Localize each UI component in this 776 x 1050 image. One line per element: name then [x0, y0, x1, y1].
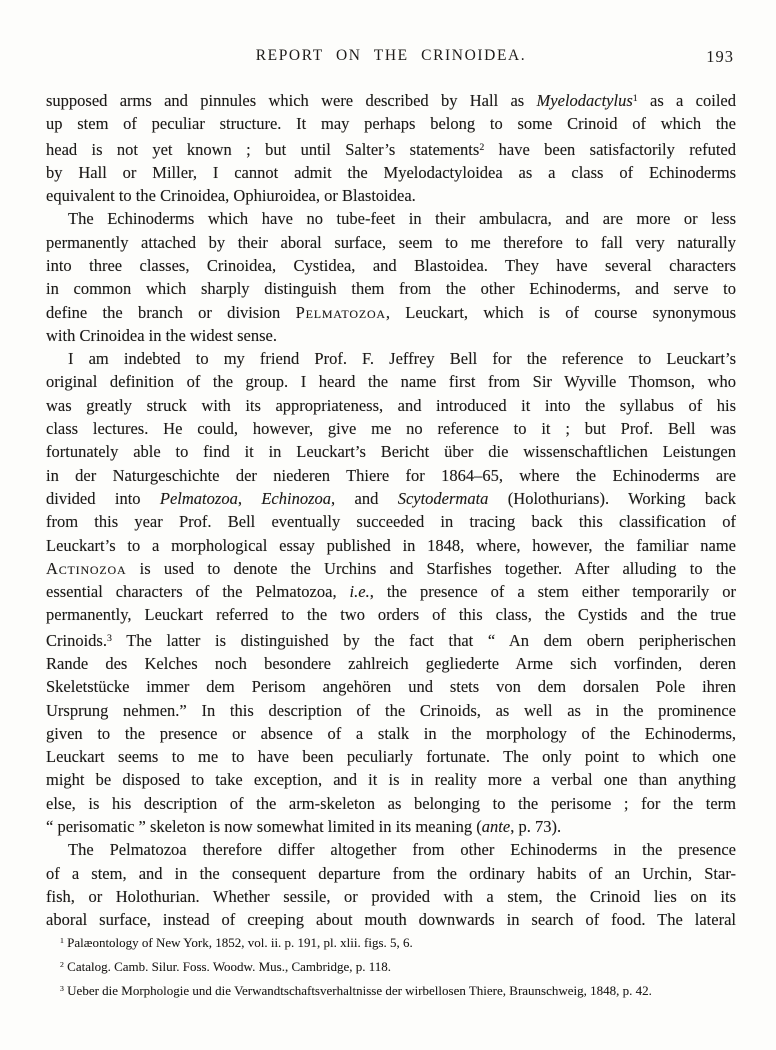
text-run: , p. 73). — [510, 817, 562, 837]
text-run: , and — [331, 488, 398, 508]
text-run: by Hall or Miller, I cannot admit the Myelodactyloidea as a class of Echinoderms — [46, 162, 736, 182]
text-run: essential characters of the Pelmatozoa, — [46, 582, 350, 602]
text-run: fish, or Holothurian. Whether sessile, or provided with a stem, the Crinoid lies on its — [46, 886, 736, 906]
text-run: Echinozoa — [261, 488, 331, 508]
text-run: Leuckart seems to me to have been peculiarly fortunate. The only point to which one — [46, 747, 736, 767]
text-line — [46, 722, 736, 745]
text-run: might be disposed to take exception, and it is in reality more a verbal one than anything — [46, 770, 736, 790]
text-line — [46, 557, 736, 580]
text-run: Crinoids. — [46, 630, 107, 650]
text-run: Scytodermata — [397, 488, 489, 508]
footnote — [46, 930, 736, 954]
text-run: from this year Prof. Bell eventually succeeded in tracing back this classification of — [46, 512, 736, 532]
text-line — [46, 885, 736, 908]
text-run: Ueber die Morphologie und die Verwandtschaftsverhaltnisse der wirbellosen Thiere, Braunschweig, 1848, p. 42. — [63, 982, 652, 998]
text-line — [46, 464, 736, 487]
text-run: Myelodactylus — [536, 90, 633, 110]
text-run: was greatly struck with its appropriateness, and introduced it into the syllabus of his — [46, 395, 736, 415]
text-run: divided into — [46, 488, 160, 508]
footnote-marker: 3 — [60, 983, 64, 993]
text-line — [46, 652, 736, 675]
text-line — [46, 370, 736, 393]
text-run: The Pelmatozoa therefore differ altogether from other Echinoderms in the presence — [68, 840, 736, 860]
page-number: 193 — [706, 47, 734, 66]
text-run: as a coiled — [637, 90, 737, 110]
text-run: is used to denote the Urchins and Starfishes together. After alluding to the — [126, 558, 736, 578]
text-run: in common which sharply distinguish them from the other Echinoderms, and serve to — [46, 279, 736, 299]
text-line — [46, 184, 736, 207]
text-line — [46, 862, 736, 885]
footnote-marker: 1 — [632, 93, 638, 104]
text-run: define the branch or division — [46, 302, 296, 322]
text-line — [46, 580, 736, 603]
text-run: (Holothurians). Working back — [488, 488, 737, 508]
text-line — [46, 675, 736, 698]
text-line — [46, 487, 736, 510]
text-run: Catalog. Camb. Silur. Foss. Woodw. Mus., Cambridge, p. 118. — [63, 958, 391, 974]
text-run: The latter is distinguished by the fact that “ An dem obern peripherischen — [111, 630, 736, 650]
paragraph — [46, 87, 736, 207]
text-line — [46, 792, 736, 815]
text-line — [46, 394, 736, 417]
footnotes — [46, 930, 736, 1002]
footnote — [46, 978, 736, 1002]
text-line — [46, 231, 736, 254]
text-line — [46, 745, 736, 768]
text-line — [46, 254, 736, 277]
text-line — [46, 440, 736, 463]
footnote — [46, 954, 736, 978]
paragraph — [46, 838, 736, 931]
text-line — [46, 510, 736, 533]
text-line — [46, 838, 736, 861]
text-run: Actinozoa — [46, 558, 127, 578]
text-line — [46, 136, 736, 161]
text-line — [46, 627, 736, 652]
paragraph — [46, 207, 736, 347]
text-line — [46, 112, 736, 135]
text-line — [46, 699, 736, 722]
text-line — [46, 347, 736, 370]
text-run: Leuckart’s to a morphological essay published in 1848, where, however, the familiar name — [46, 535, 736, 555]
text-line — [46, 207, 736, 230]
footnote-marker: 2 — [479, 141, 485, 153]
text-run: , Leuckart, which is of course synonymous — [385, 302, 736, 322]
text-run: permanently attached by their aboral surface, seem to me therefore to fall very naturally — [46, 232, 736, 252]
footnote-marker: 2 — [60, 959, 64, 969]
text-line — [46, 908, 736, 931]
text-line — [46, 161, 736, 184]
text-run: , the presence of a stem either temporarily or — [369, 582, 736, 602]
text-run: with Crinoidea in the widest sense. — [46, 325, 277, 345]
text-line — [46, 301, 736, 324]
body-text — [46, 87, 736, 932]
text-run: The Echinoderms which have no tube-feet in their ambulacra, and are more or less — [68, 209, 736, 229]
running-header-title: REPORT ON THE CRINOIDEA. — [255, 47, 527, 64]
text-run: I am indebted to my friend Prof. F. Jeffrey Bell for the reference to Leuckart’s — [68, 349, 736, 369]
text-run: “ perisomatic ” skeleton is now somewhat limited in its meaning ( — [46, 817, 482, 837]
text-run: into three classes, Crinoidea, Cystidea, and Blastoidea. They have several characters — [46, 255, 736, 275]
text-line — [46, 324, 736, 347]
text-run: Pelmatozoa — [295, 302, 386, 322]
footnote-marker: 1 — [60, 936, 64, 945]
text-run: else, is his description of the arm-skeleton as belonging to the perisome ; for the term — [46, 793, 736, 813]
text-run: given to the presence or absence of a stalk in the morphology of the Echinoderms, — [46, 723, 736, 743]
text-run: Rande des Kelches noch besondere zahlreich gegliederte Arme sich vorfinden, deren — [46, 653, 736, 673]
text-line — [46, 815, 736, 838]
text-run: permanently, Leuckart referred to the two orders of this class, the Cystids and the true — [46, 605, 736, 625]
text-line — [46, 603, 736, 626]
text-run: aboral surface, instead of creeping about mouth downwards in search of food. The lateral — [46, 910, 736, 930]
text-run: supposed arms and pinnules which were described by Hall as — [46, 90, 537, 110]
text-run: head is not yet known ; but until Salter’s statements — [46, 139, 480, 159]
text-line — [46, 87, 736, 112]
text-line — [46, 417, 736, 440]
text-run: in der Naturgeschichte der niederen Thiere for 1864–65, where the Echinoderms are — [46, 465, 736, 485]
text-line — [46, 768, 736, 791]
text-line — [46, 534, 736, 557]
text-run: class lectures. He could, however, give me no reference to it ; but Prof. Bell was — [46, 419, 736, 439]
text-run: original definition of the group. I heard the name first from Sir Wyville Thomson, who — [46, 372, 736, 392]
text-run: ante — [481, 817, 511, 837]
running-header — [46, 47, 736, 69]
text-line — [46, 277, 736, 300]
text-run: fortunately able to find it in Leuckart’s Bericht über die wissenschaftlichen Leistungen — [46, 442, 736, 462]
text-run: , — [237, 488, 262, 508]
text-run: up stem of peculiar structure. It may perhaps belong to some Crinoid of which the — [46, 114, 736, 134]
text-run: Pelmatozoa — [159, 488, 238, 508]
text-run: have been satisfactorily refuted — [484, 139, 736, 159]
footnote-marker: 3 — [106, 632, 112, 644]
text-run: Palæontology of New York, 1852, vol. ii. p. 191, pl. xlii. figs. 5, 6. — [63, 934, 413, 950]
text-run: Ursprung nehmen.” In this description of the Crinoids, as well as in the prominence — [46, 700, 736, 720]
text-run: of a stem, and in the consequent departure from the ordinary habits of an Urchin, Star- — [46, 863, 736, 883]
paragraph — [46, 347, 736, 838]
text-run: i.e. — [349, 582, 370, 602]
text-run: Skeletstücke immer dem Perisom angehören und stets von dem dorsalen Pole ihren — [46, 677, 736, 697]
text-run: equivalent to the Crinoidea, Ophiuroidea, or Blastoidea. — [46, 186, 416, 206]
